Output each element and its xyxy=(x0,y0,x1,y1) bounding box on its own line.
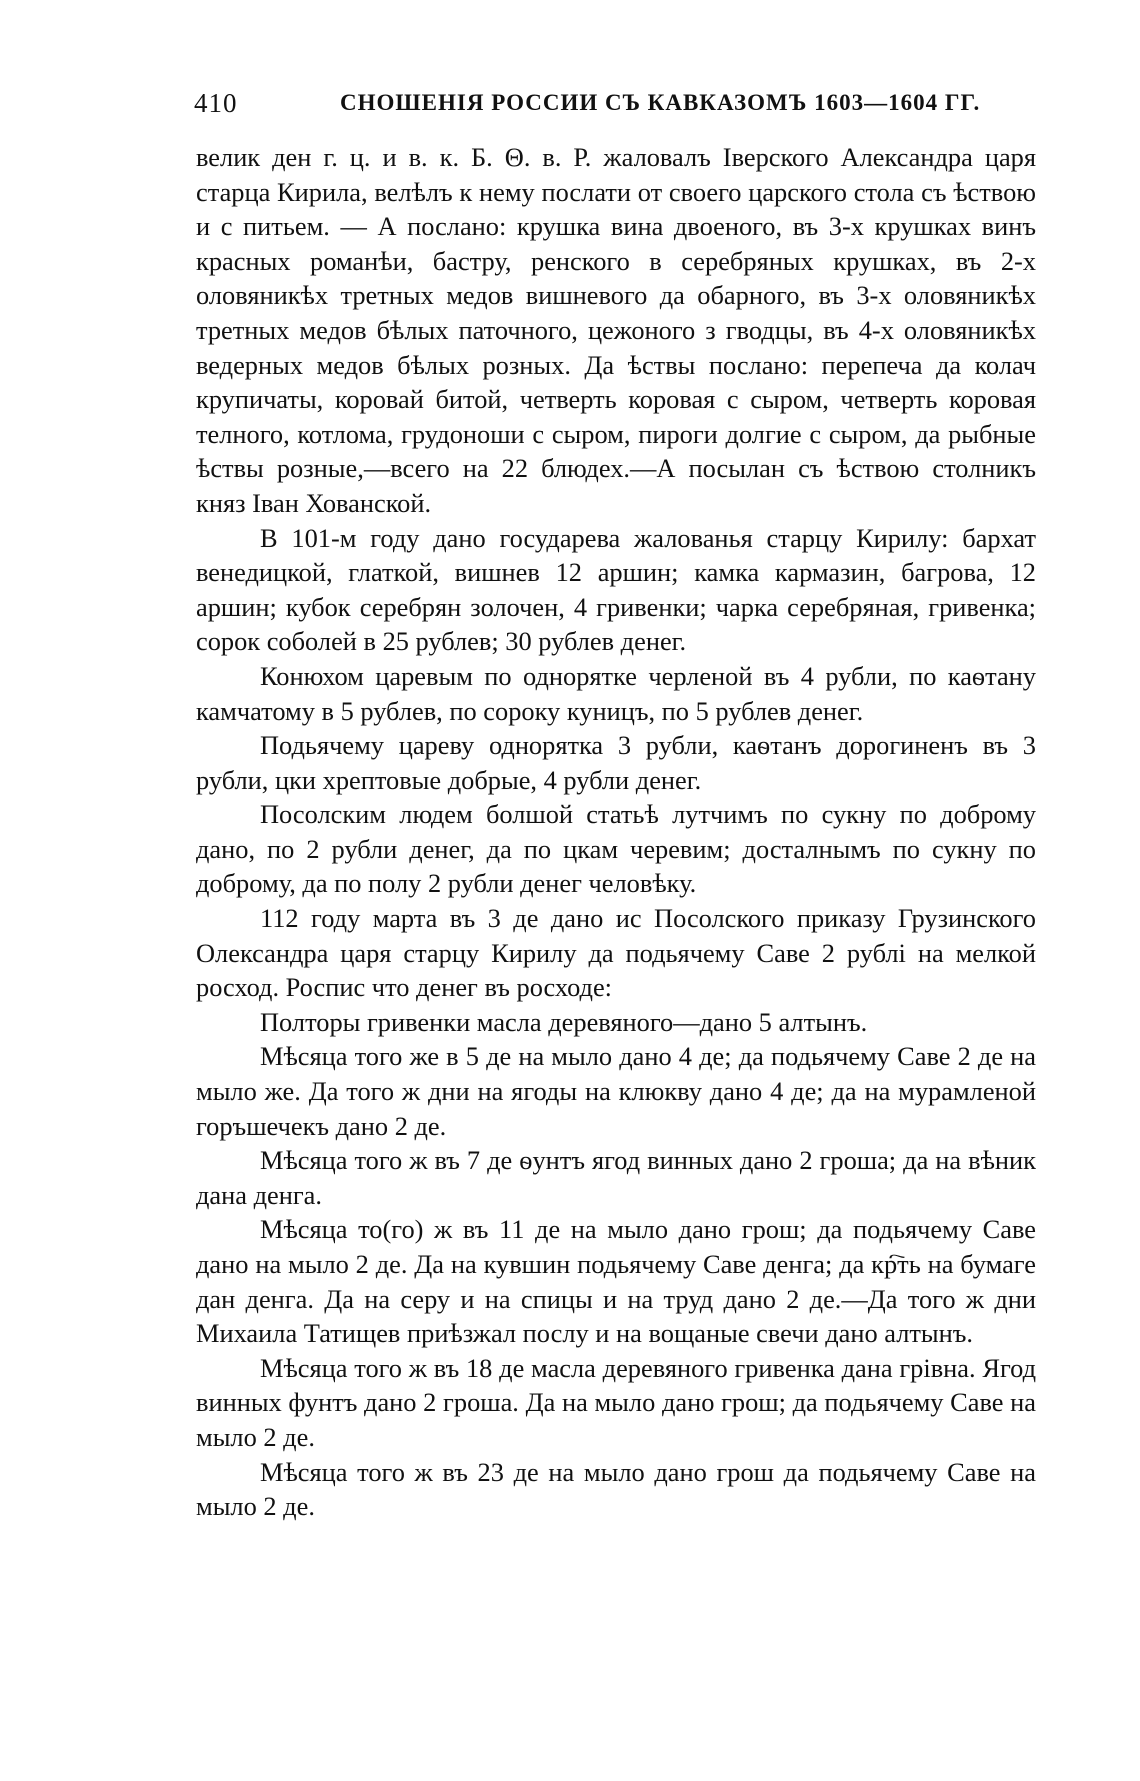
paragraph: Конюхом царевым по однорятке черленой въ 4 рубли, по каѳтану камчатому в 5 рублев, по сороку куницъ, по 5 рублев денег. xyxy=(196,660,1036,726)
paragraph: В 101-м году дано государева жалованья старцу Кирилу: бархат венедицкой, глаткой, вишнев 12 аршин; камка кармазин, багрова, 12 аршин; кубок серебрян золочен, 4 гривенки; чарка серебряная, гривенка; сорок соболей в 25 рублев; 30 рублев денег. xyxy=(196,522,1036,657)
paragraph: Подьячему цареву однорятка 3 рубли, каѳтанъ дорогиненъ въ 3 рубли, цки хрептовые добрые, 4 рубли денег. xyxy=(196,730,1036,795)
paragraph: Мѣсяца того ж въ 23 де на мыло дано грош да подьячему Саве на мыло 2 де. xyxy=(196,1456,1036,1522)
paragraph: велик ден г. ц. и в. к. Б. Θ. в. Р. жаловалъ Іверского Александра царя старца Кирила, велѣлъ к нему послати от своего царского стола съ ѣствою и с питьем. — А послано: крушка вина двоеного, въ 3-х крушках винъ красных романѣи, бастру, ренского в серебряных крушках, въ 2-х оловяникѣх третных медов вишневого да обарного, въ 3-х оловяникѣх третных медов бѣлых паточного, цежоного з гводцы, въ 4-х оловяникѣх ведерных медов бѣлых розных. Да ѣствы послано: перепеча да колач крупичаты, коровай битой, четверть коровая с сыром, четверть коровая телного, котлома, грудоноши с сыром, пироги долгие с сыром, да рыбные ѣствы розные,—всего на 22 блюдех.—А посылан съ ѣствою столникъ княз Іван Хованской. xyxy=(196,142,1036,518)
paragraph: Мѣсяца того же в 5 де на мыло дано 4 де; да подьячему Саве 2 де на мыло же. Да того ж дни на ягоды на клюкву дано 4 де; да на мурамленой горъшечекъ дано 2 де. xyxy=(196,1041,1036,1141)
paragraph: Мѣсяца того ж въ 7 де ѳунтъ ягод винных дано 2 гроша; да на вѣник дана денга. xyxy=(196,1145,1036,1210)
paragraph: Посолским людем болшой статьѣ лутчимъ по сукну по доброму дано, по 2 рубли денег, да по цкам черевим; досталнымъ по сукну по доброму, да по полу 2 рубли денег человѣку. xyxy=(196,799,1036,899)
paragraph: 112 году марта въ 3 де дано ис Посолского приказу Грузинского Олександра царя старцу Кирилу да подьячему Саве 2 рублі на мелкой росход. Роспис что денег въ росходе: xyxy=(196,903,1036,1003)
paragraph: Мѣсяца того ж въ 18 де масла деревяного гривенка дана грівна. Ягод винных фунтъ дано 2 гроша. Да на мыло дано грош; да подьячему Саве на мыло 2 де. xyxy=(196,1352,1036,1452)
paragraph: Полторы гривенки масла деревяного—дано 5 алтынъ. xyxy=(260,1006,868,1037)
page-number: 410 xyxy=(194,88,238,118)
body-text xyxy=(196,140,1036,1524)
running-title: СНОШЕНІЯ РОССИИ СЪ КАВКАЗОМЪ 1603—1604 ГГ. xyxy=(340,90,981,115)
paragraph: Мѣсяца то(го) ж въ 11 де на мыло дано грош; да подьячему Саве дано на мыло 2 де. Да на кувшин подьячему Саве денга; да кр҇ть на бумаге дан денга. Да на серу и на спицы и на труд дано 2 де.—Да того ж дни Михаила Татищев приѣзжал послу и на вощаные свечи дано алтынъ. xyxy=(196,1214,1036,1349)
page-header xyxy=(190,88,981,128)
